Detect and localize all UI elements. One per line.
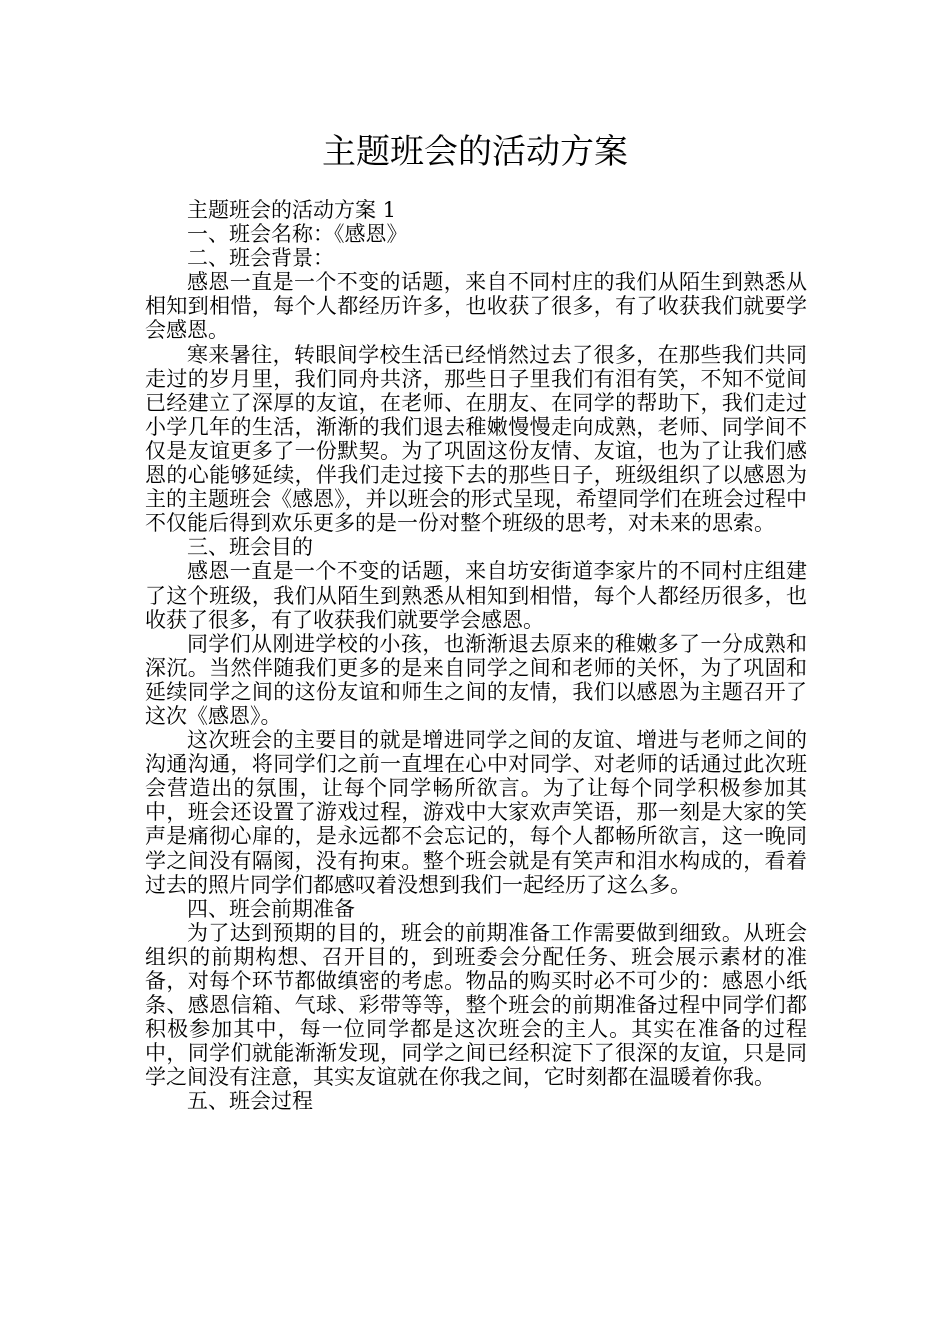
section-heading: 三、班会目的: [187, 535, 313, 560]
document-body: [145, 198, 807, 1114]
paragraph: 寒来暑往，转眼间学校生活已经悄然过去了很多，在那些我们共同走过的岁月里，我们同舟共济，那些日子里我们有泪有笑，不知不觉间已经建立了深厚的友谊，在老师、在朋友、在同学的帮助下，我们走过小学几年的生活，渐渐的我们退去稚嫩慢慢走向成熟，老师、同学间不仅是友谊更多了一份默契。为了巩固这份友情、友谊，也为了让我们感恩的心能够延续，伴我们走过接下去的那些日子，班级组织了以感恩为主的主题班会《感恩》，并以班会的形式呈现，希望同学们在班会过程中不仅能后得到欢乐更多的是一份对整个班级的思考，对未来的思索。: [145, 342, 807, 536]
paragraph: 同学们从刚进学校的小孩，也渐渐退去原来的稚嫩多了一分成熟和深沉。当然伴随我们更多的是来自同学之间和老师的关怀，为了巩固和延续同学之间的这份友谊和师生之间的友情，我们以感恩为主题召开了这次《感恩》。: [145, 631, 807, 728]
section-heading: 一、班会名称：《感恩》: [187, 222, 408, 247]
paragraph: 感恩一直是一个不变的话题，来自坊安街道李家片的不同村庄组建了这个班级，我们从陌生到熟悉从相知到相惜，每个人都经历很多，也收获了很多，有了收获我们就要学会感恩。: [145, 559, 807, 632]
paragraph: 感恩一直是一个不变的话题，来自不同村庄的我们从陌生到熟悉从相知到相惜，每个人都经历许多，也收获了很多，有了收获我们就要学会感恩。: [145, 270, 807, 343]
paragraph-heading: 主题班会的活动方案 1: [187, 198, 397, 222]
paragraph: 这次班会的主要目的就是增进同学之间的友谊、增进与老师之间的沟通沟通，将同学们之前一直埋在心中对同学、对老师的话通过此次班会营造出的氛围，让每个同学畅所欲言。为了让每个同学积极参加其中，班会还设置了游戏过程，游戏中大家欢声笑语，那一刻是大家的笑声是痛彻心扉的，是永远都不会忘记的，每个人都畅所欲言，这一晚同学之间没有隔阂，没有拘束。整个班会就是有笑声和泪水构成的，看着过去的照片同学们都感叹着没想到我们一起经历了这么多。: [145, 728, 807, 897]
section-heading: 五、班会过程: [187, 1089, 313, 1114]
paragraph: 为了达到预期的目的，班会的前期准备工作需要做到细致。从班会组织的前期构想、召开目的，到班委会分配任务、班会展示素材的准备，对每个环节都做缜密的考虑。物品的购买时必不可少的：感恩小纸条、感恩信箱、气球、彩带等等，整个班会的前期准备过程中同学们都积极参加其中，每一位同学都是这次班会的主人。其实在准备的过程中，同学们就能渐渐发现，同学之间已经积淀下了很深的友谊，只是同学之间没有注意，其实友谊就在你我之间，它时刻都在温暖着你我。: [145, 920, 807, 1090]
document-title: 主题班会的活动方案: [322, 132, 628, 172]
section-heading: 二、班会背景：: [187, 246, 334, 271]
section-heading: 四、班会前期准备: [187, 896, 355, 921]
